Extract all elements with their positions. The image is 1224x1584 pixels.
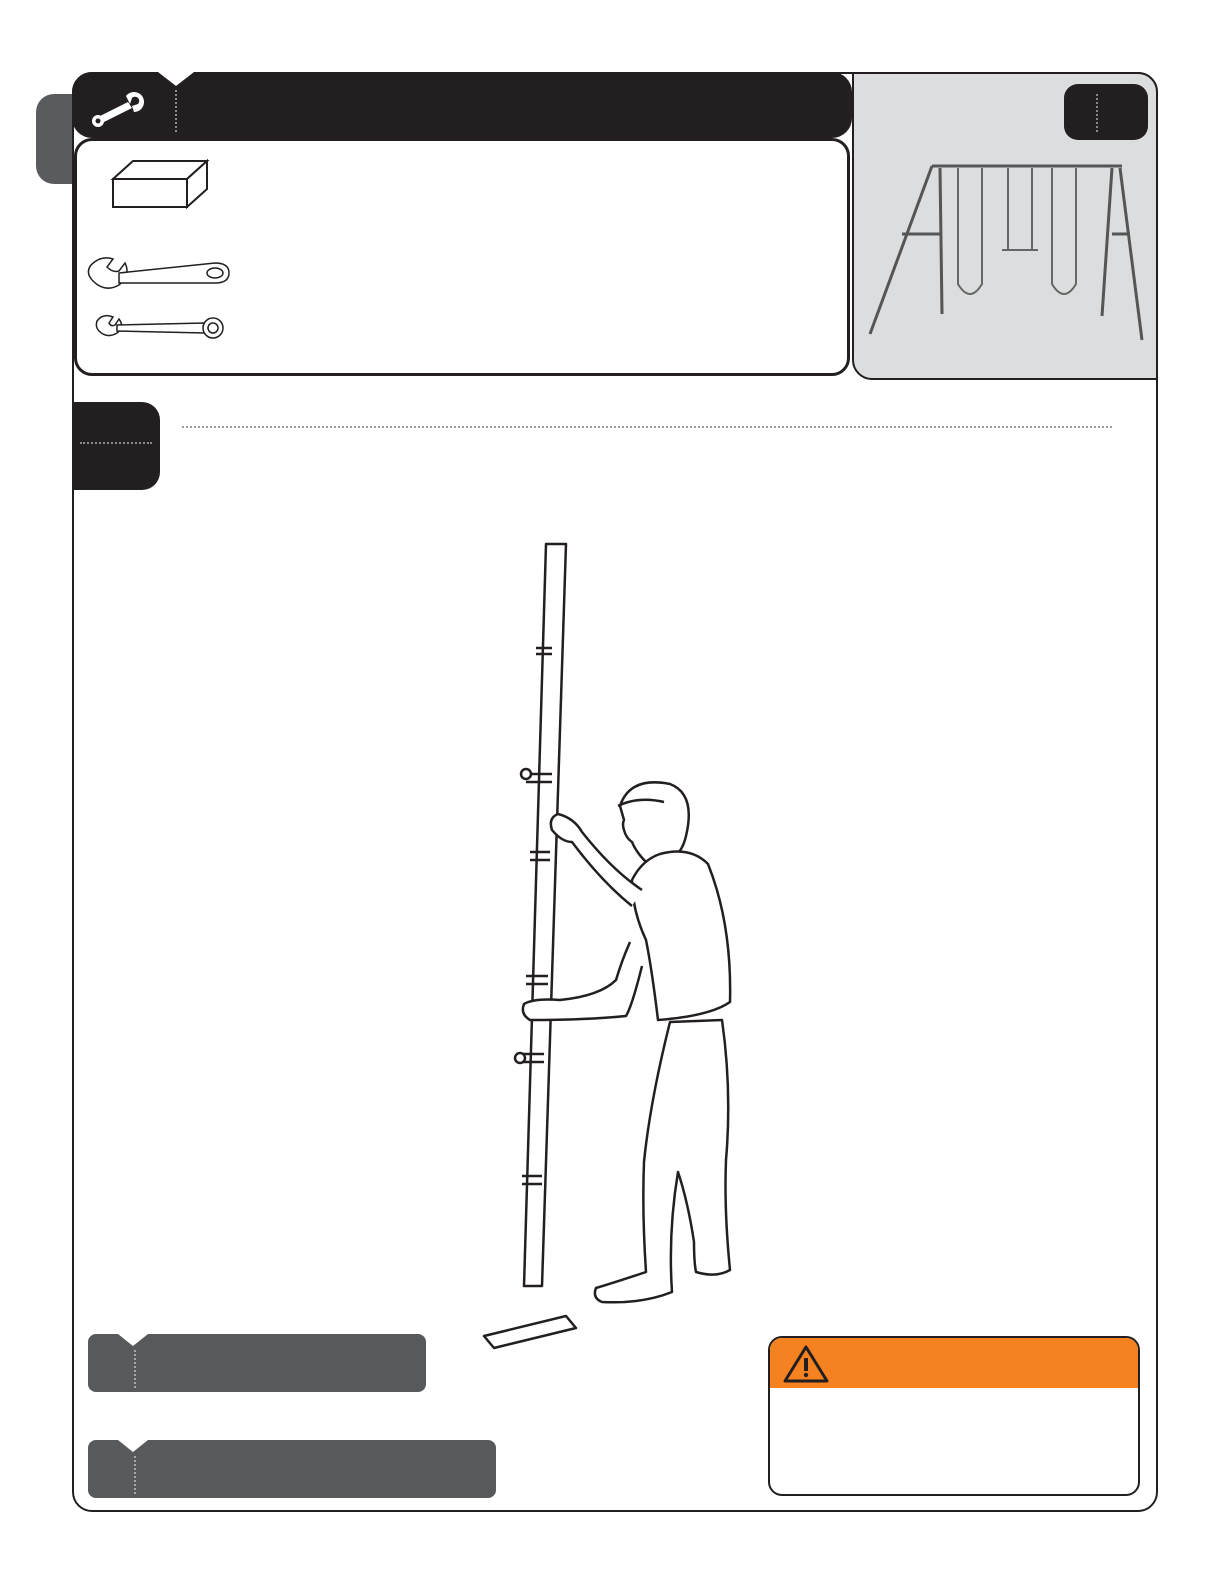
note-bar-1 (88, 1334, 426, 1392)
header-notch-icon (158, 72, 194, 92)
combination-wrench-icon (93, 311, 229, 345)
step-tab-divider (80, 442, 152, 444)
bar-notch-icon (118, 1334, 148, 1350)
parts-box-icon (107, 157, 211, 213)
step-number-badge (1064, 84, 1148, 140)
warning-header (770, 1338, 1138, 1388)
bar-notch-icon (118, 1440, 148, 1456)
header-divider (175, 90, 177, 132)
tools-required-box (74, 138, 850, 376)
warning-triangle-icon (782, 1344, 830, 1384)
swing-set-illustration (862, 154, 1152, 354)
note-bar-2 (88, 1440, 496, 1498)
tools-header-bar (72, 72, 852, 138)
step-tab (72, 402, 160, 490)
adjustable-wrench-icon (85, 251, 235, 301)
warning-box (768, 1336, 1140, 1496)
wrench-icon (88, 82, 152, 128)
bar-divider (134, 1350, 136, 1388)
person-holding-post-illustration (470, 536, 770, 1366)
step-heading-rule (182, 426, 1112, 428)
badge-divider (1096, 94, 1098, 132)
bar-divider (134, 1456, 136, 1494)
